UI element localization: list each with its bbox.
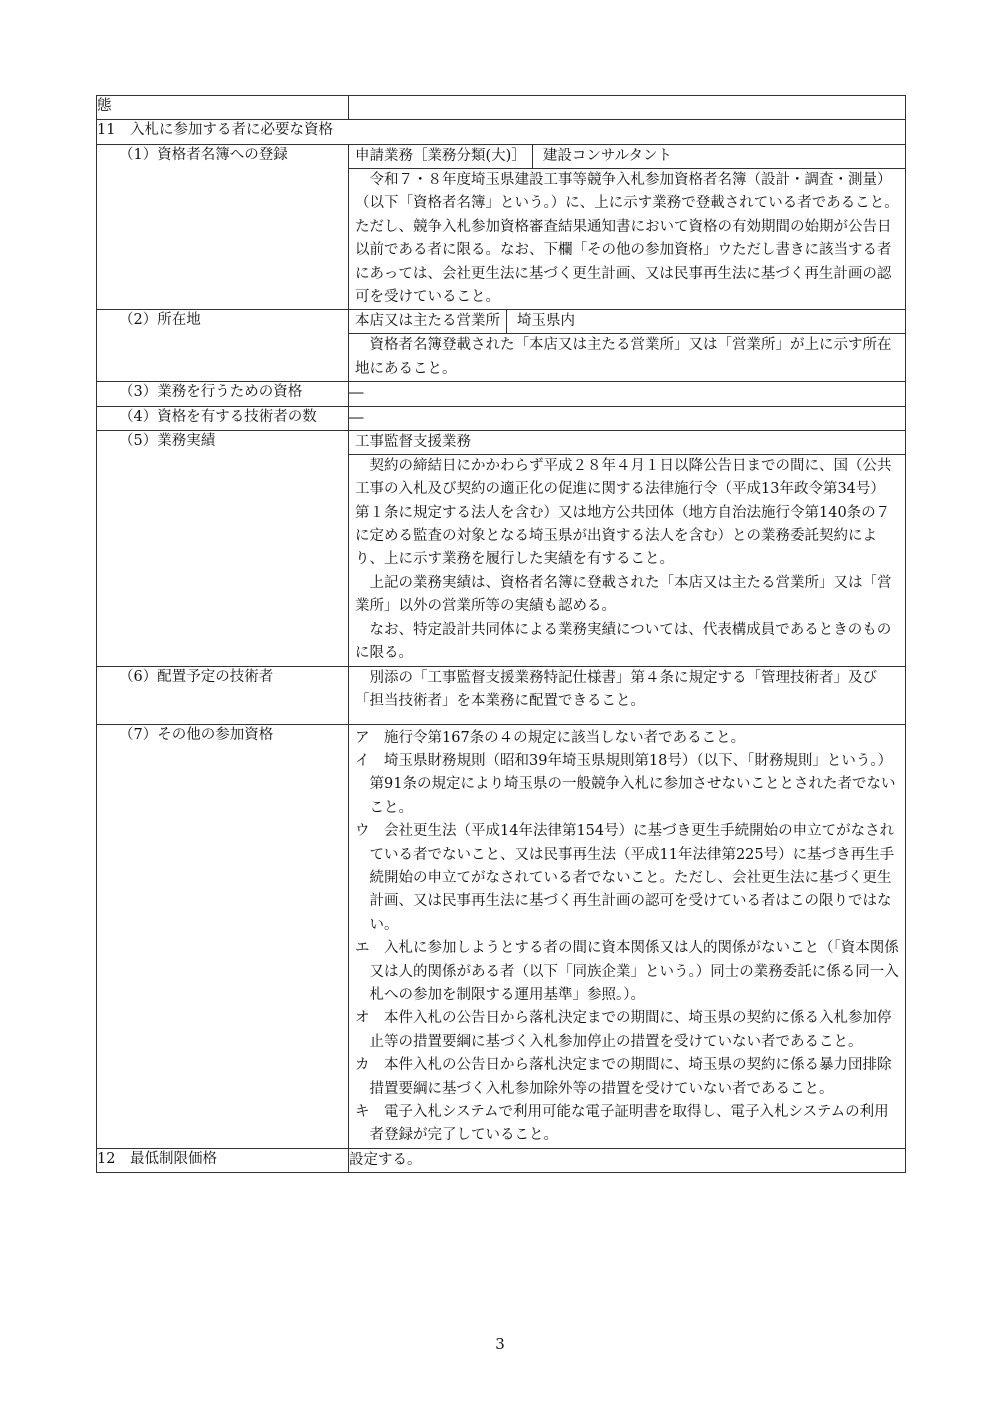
row-label: （6）配置予定の技術者 [97,666,349,724]
body-text-wrap [349,169,905,309]
item-text: 埼玉県財務規則（昭和39年埼玉県規則第18号）（以下、「財務規則」という。）第91条の規定により埼玉県の一般競争入札に参加させないこととされた者でないこと。 [369,752,896,816]
row-tai [97,96,906,120]
row-label: 態 [97,96,349,120]
row-assigned-engineers [97,666,906,724]
item-text: 本件入札の公告日から落札決定までの期間に、埼玉県の契約に係る入札参加停止等の措置要綱に基づく入札参加停止の措置を受けていない者であること。 [369,1010,892,1050]
body-text: 令和７・８年度埼玉県建設工事等競争入札参加資格者名簿（設計・調査・測量）（以下「資格者名簿」という。）に、上に示す業務で登載されている者であること。ただし、競争入札参加資格審査結果通知書において資格の有効期間の始期が公告日以前である者に限る。なお、下欄「その他の参加資格」ウただし書きに該当する者にあっては、会社更生法に基づく更生計画、又は民事再生法に基づく再生計画の認可を受けていること。 [355,172,899,306]
sub-header [349,145,905,169]
body-paragraph: 契約の締結日にかかわらず平成２８年４月１日以降公告日までの間に、国（公共工事の入札及び契約の適正化の促進に関する法律施行令（平成13年政令第34号）第１条に規定する法人を含む）又は地方公共団体（地方自治法施行令第140条の７に定める監査の対象となる埼玉県が出資する法人を含む）との業務委託契約により、上に示す業務を履行した実績を有すること。 [355,457,892,568]
body-text: 資格者名簿登載された「本店又は主たる営業所」又は「営業所」が上に示す所在地にあること。 [355,337,892,377]
sub-header-value: 建設コンサルタント [542,148,673,164]
row-value [349,145,906,310]
sub-header-key: 本店又は主たる営業所 [349,310,507,333]
section-heading: 11 入札に参加する者に必要な資格 [97,120,906,145]
qualification-table [96,95,906,1173]
row-value [349,724,906,1148]
row-label: （7）その他の参加資格 [97,724,349,1148]
list-item [355,750,899,820]
sub-header [349,431,905,455]
row-label: （2）所在地 [97,310,349,382]
section-heading: 12 最低制限価格 [97,1148,349,1172]
row-value [349,430,906,666]
sub-header-value: 埼玉県内 [517,313,575,330]
item-text: 施行令第167条の４の規定に該当しない者であること。 [384,729,746,746]
list-item [355,727,899,750]
row-engineer-count [97,406,906,430]
row-label: （1）資格者名簿への登録 [97,145,349,310]
row-label: （3）業務を行うための資格 [97,382,349,406]
body-text-wrap [349,667,905,714]
item-list [349,725,905,1148]
item-text: 電子入札システムで利用可能な電子証明書を取得し、電子入札システムの利用者登録が完了していること。 [369,1104,889,1144]
item-mark: キ [355,1104,370,1120]
row-value [349,310,906,382]
row-value: ― [349,382,906,406]
list-item [355,1007,899,1054]
body-text-wrap [349,455,905,666]
item-mark: イ [355,752,370,769]
row-business-license [97,382,906,406]
item-mark: ウ [355,823,370,840]
item-text: 入札に参加しようとする者の間に資本関係又は人的関係がないこと（「資本関係又は人的関係がある者（以下「同族企業」という。）同士の業務委託に係る同一入札への参加を制限する運用基準」参照。）。 [369,940,899,1003]
row-label: （4）資格を有する技術者の数 [97,406,349,430]
sub-header-value: 工事監督支援業務 [355,433,471,450]
item-mark: ア [355,729,370,746]
sub-header-key: 申請業務［業務分類(大)］ [349,145,533,168]
item-mark: エ [355,940,370,957]
list-item [355,1101,899,1148]
body-text: 別添の「工事監督支援業務特記仕様書」第４条に規定する「管理技術者」及び「担当技術者」を本業務に配置できること。 [355,669,877,709]
row-section-11 [97,120,906,145]
row-value [349,666,906,724]
list-item [355,1054,899,1101]
row-value-empty [349,96,906,120]
sub-header [349,310,905,334]
row-minimum-price [97,1148,906,1172]
row-track-record [97,430,906,666]
row-value: ― [349,406,906,430]
item-text: 本件入札の公告日から落札決定までの期間に、埼玉県の契約に係る暴力団排除措置要綱に基づく入札参加除外等の措置を受けていない者であること。 [369,1057,892,1097]
body-text-wrap [349,334,905,381]
list-item [355,820,899,937]
row-value: 設定する。 [349,1148,906,1172]
item-mark: カ [355,1057,370,1074]
row-location [97,310,906,382]
row-label: （5）業務実績 [97,430,349,666]
body-paragraph: 上記の業務実績は、資格者名簿に登載された「本店又は主たる営業所」又は「営業所」以外の営業所等の実績も認める。 [355,574,892,615]
item-text: 会社更生法（平成14年法律第154号）に基づき更生手続開始の申立てがなされている者でないこと、又は民事再生法（平成11年法律第225号）に基づき再生手続開始の申立てがなされている者でないこと。ただし、会社更生法に基づく更生計画、又は民事再生法に基づく再生計画の認可を受けている者はこの限りではない。 [369,823,895,933]
body-paragraph: なお、特定設計共同体による業務実績については、代表構成員であるときのものに限る。 [355,621,892,662]
item-mark: オ [355,1010,370,1027]
document-table-wrapper [96,95,905,1173]
row-registration [97,145,906,310]
list-item [355,937,899,1007]
page-number: 3 [495,1335,505,1353]
row-other-qualifications [97,724,906,1148]
